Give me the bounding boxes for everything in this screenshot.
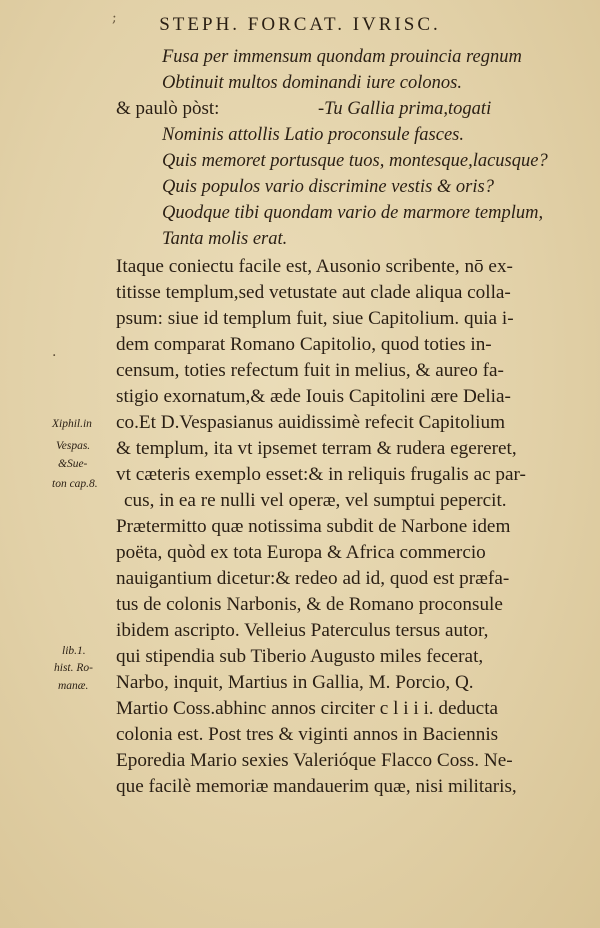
prose-line: censum, toties refectum fuit in melius, & aureo fa-	[116, 360, 504, 381]
verse-line: Quis populos vario discrimine vestis & oris?	[162, 177, 494, 197]
margin-note: lib.1.	[62, 645, 86, 657]
margin-note: Vespas.	[56, 440, 91, 452]
verse-line: Quodque tibi quondam vario de marmore templum,	[162, 203, 544, 223]
prose-line: stigio exornatum,& æde Iouis Capitolini ære Delia-	[116, 386, 511, 407]
prose-line: Eporedia Mario sexies Valerióque Flacco Coss. Ne-	[116, 750, 513, 771]
margin-dot: ·	[52, 348, 57, 364]
prose-line: & templum, ita vt ipsemet terram & rudera egereret,	[116, 438, 517, 459]
verse-line: Obtinuit multos dominandi iure colonos.	[162, 73, 462, 93]
prose-line: co.Et D.Vespasianus auidissimè refecit Capitolium	[116, 412, 505, 433]
prose-line: poëta, quòd ex tota Europa & Africa commercio	[116, 542, 486, 563]
margin-note: ton cap.8.	[52, 478, 98, 490]
prose-line: colonia est. Post tres & viginti annos in Baciennis	[116, 724, 499, 745]
prose-line: vt cæteris exemplo esset:& in reliquis frugalis ac par-	[116, 464, 526, 485]
verse-line: Fusa per immensum quondam prouincia regnum	[162, 47, 522, 67]
prose-line: Itaque coniectu facile est, Ausonio scribente, nō ex-	[116, 256, 513, 277]
prose-line: cus, in ea re nulli vel operæ, vel sumptui pepercit.	[124, 490, 507, 511]
corner-mark: ;	[112, 10, 117, 26]
transition-text: & paulò pòst:	[116, 98, 220, 119]
verse-line: -Tu Gallia prima,togati	[318, 99, 492, 119]
margin-note: Xiphil.in	[52, 418, 92, 430]
running-header: STEPH. FORCAT. IVRISC.	[159, 14, 441, 35]
margin-note: hist. Ro-	[54, 662, 93, 674]
prose-line: tus de colonis Narbonis, & de Romano proconsule	[116, 594, 503, 615]
margin-note: &Sue-	[58, 458, 88, 470]
verse-line: Nominis attollis Latio proconsule fasces.	[162, 125, 465, 145]
verse-line: Quis memoret portusque tuos, montesque,lacusque?	[162, 151, 548, 171]
prose-line: Prætermitto quæ notissima subdit de Narbone idem	[116, 516, 511, 537]
prose-line: dem comparat Romano Capitolio, quod toties in-	[116, 334, 492, 355]
prose-line: nauigantium dicetur:& redeo ad id, quod est præfa-	[116, 568, 510, 589]
prose-line: Narbo, inquit, Martius in Gallia, M. Porcio, Q.	[116, 672, 474, 693]
prose-line: qui stipendia sub Tiberio Augusto miles fecerat,	[116, 646, 484, 667]
prose-line: que facilè memoriæ mandauerim quæ, nisi militaris,	[116, 776, 517, 797]
margin-note: manæ.	[58, 680, 89, 692]
prose-line: Martio Coss.abhinc annos circiter c l i i i. deducta	[116, 698, 499, 719]
prose-line: titisse templum,sed vetustate aut clade aliqua colla-	[116, 282, 511, 303]
prose-line: psum: siue id templum fuit, siue Capitolium. quia i-	[116, 308, 514, 329]
prose-line: ibidem ascripto. Velleius Paterculus tersus autor,	[116, 620, 489, 641]
verse-line: Tanta molis erat.	[162, 229, 288, 249]
